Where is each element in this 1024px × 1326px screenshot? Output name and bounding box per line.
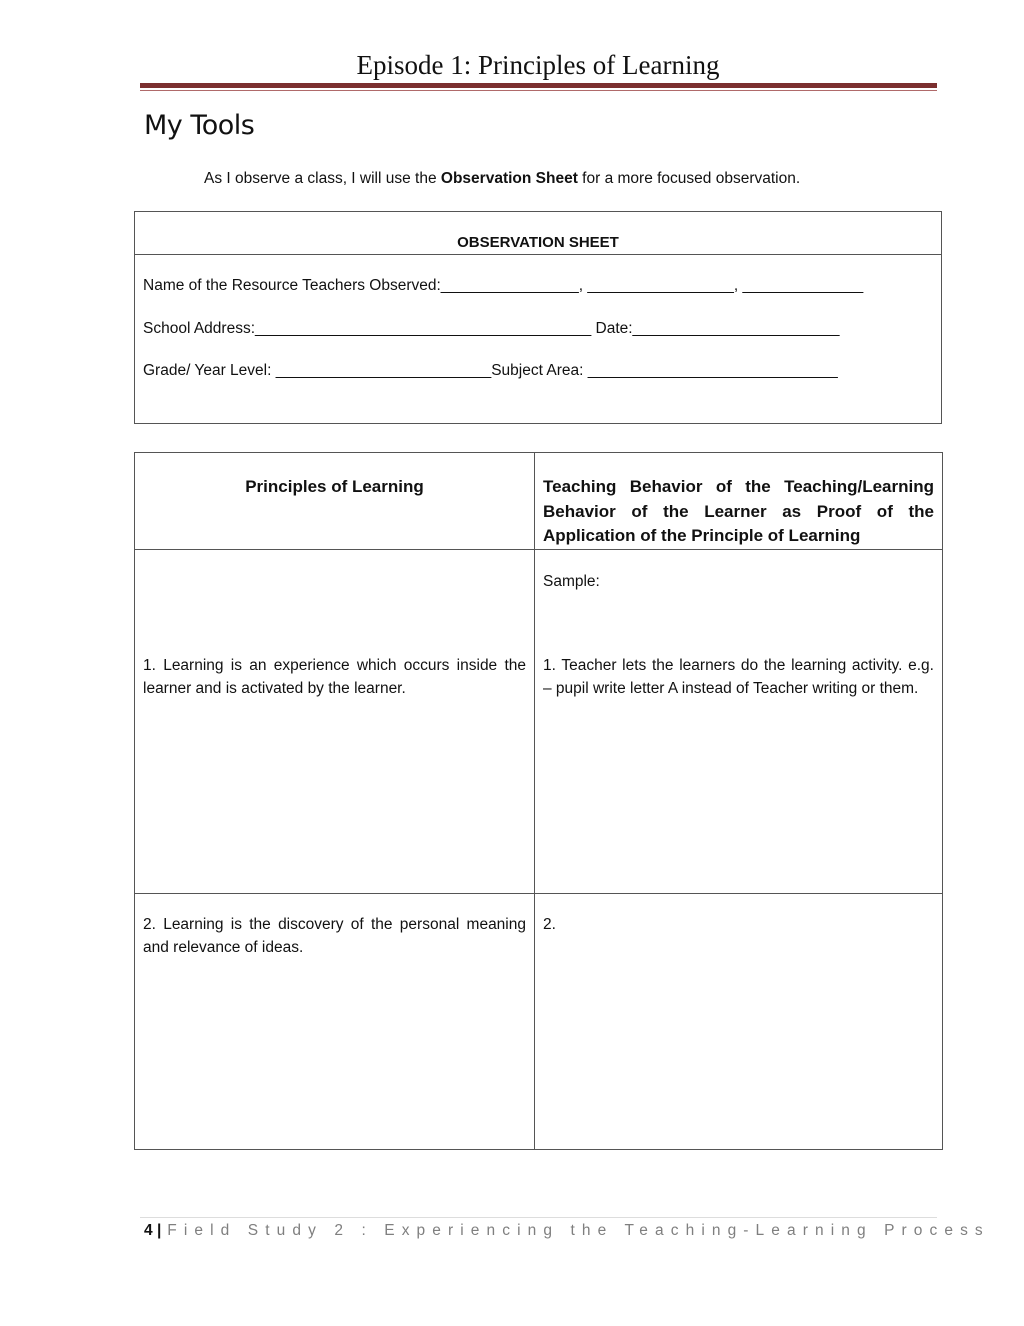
school-address-date-field[interactable]: School Address:_______________________________________ Date:________________________ <box>143 320 840 337</box>
footer-separator: | <box>156 1222 162 1239</box>
observation-sheet-title: OBSERVATION SHEET <box>457 234 619 251</box>
principles-table <box>134 452 943 1150</box>
page-footer <box>144 1222 990 1240</box>
behavior-cell-1[interactable] <box>535 549 943 893</box>
grade-subject-field[interactable]: Grade/ Year Level: _________________________Subject Area: _____________________________ <box>143 362 838 379</box>
page-header-title: Episode 1: Principles of Learning <box>356 50 720 80</box>
sample-label: Sample: <box>543 572 600 590</box>
table-row <box>135 549 943 893</box>
observation-sheet-title-row <box>135 212 941 255</box>
intro-paragraph <box>204 170 800 188</box>
header-rule-thin <box>140 90 937 91</box>
principle-cell-2: 2. Learning is the discovery of the personal meaning and relevance of ideas. <box>135 893 535 1149</box>
footer-text: Field Study 2 : Experiencing the Teaching-Learning Process <box>167 1222 990 1239</box>
table-row <box>135 893 943 1149</box>
observation-sheet-box <box>134 211 942 424</box>
section-title: My Tools <box>144 110 255 141</box>
behavior-cell-2[interactable]: 2. <box>535 893 943 1149</box>
resource-teachers-field[interactable]: Name of the Resource Teachers Observed:________________, _________________, ______________ <box>143 277 864 294</box>
behavior-text-1: 1. Teacher lets the learners do the learning activity. e.g. – pupil write letter A instead of Teacher writing or them. <box>543 656 934 697</box>
intro-text-bold: Observation Sheet <box>440 170 578 187</box>
page-number: 4 <box>144 1222 153 1239</box>
intro-text-after: for a more focused observation. <box>577 170 801 187</box>
header-rule-thick <box>140 83 937 88</box>
header-teaching-behavior: Teaching Behavior of the Teaching/Learning Behavior of the Learner as Proof of the Application of the Principle of Learning <box>535 453 943 550</box>
principle-cell-1: 1. Learning is an experience which occurs inside the learner and is activated by the learner. <box>135 549 535 893</box>
intro-text-before: As I observe a class, I will use the <box>204 170 441 187</box>
table-header-row <box>135 453 943 550</box>
header-principles: Principles of Learning <box>135 453 535 550</box>
footer-rule <box>140 1217 937 1218</box>
